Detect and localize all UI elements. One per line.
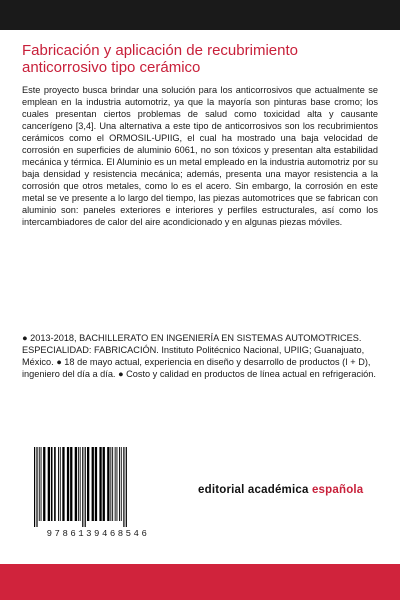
barcode-bar [34,447,35,527]
barcode-bar [41,447,42,521]
book-description: Este proyecto busca brindar una solución para los anticorrosivos que actualmente se emplean en la industria automotriz, ya que la mayoría son pinturas base cromo; los cuales presentan ciertos problemas de salud como toxicidad alta y causante cancerígeno [3,4]. Una alternativa a este tipo de anticorrosivos son los recubrimientos cerámicos como el ORMOSIL-UPIIG, el cual ha mostrado una baja velocidad de corrosión en superficies de aluminio 6061, no son tóxicos y presentan alta estabilidad mecánica y térmica. El Aluminio es un metal empleado en la industria automotriz por su baja densidad y resistencia mecánica; además, presenta una mayor resistencia a la corrosión que otros metales, como lo es el acero. Sin embargo, la corrosión en este metal se ve presente a lo largo del tiempo, las piezas automotrices que se fabrican con aluminio son: paneles exteriores e interiores y perfiles estructurales, así como los intercambiadores de calor del aire acondicionado y en algunas piezas móviles. [22,85,378,227]
barcode-bar [48,447,50,521]
barcode-bar [87,447,89,521]
barcode-bar [43,447,45,521]
barcode-bar [107,447,109,521]
barcode-bar [80,447,81,521]
isbn-barcode [28,447,168,543]
publisher-name-part2: española [311,484,364,496]
barcode-bar [123,447,124,527]
barcode-bar [51,447,53,521]
top-color-bar [0,0,400,30]
book-title: Fabricación y aplicación de recubrimiento anticorrosivo tipo cerámico [22,42,298,76]
barcode-bar [95,447,97,521]
barcode-bar [117,447,118,521]
barcode-bar [75,447,77,521]
barcode-bar [112,447,113,521]
barcode-bar [39,447,40,521]
author-biography: ● 2013-2018, BACHILLERATO EN INGENIERÍA EN SISTEMAS AUTOMOTRICES. ESPECIALIDAD: FABRICACIÓN. Instituto Politécnico Nacional, UPIIG; Guanajuato, México. ● 18 de mayo actual, experiencia en diseño y desarrollo de productos (I + D), ingeniero del día a día. ● Costo y calidad en productos de línea actual en refrigeración. [22,333,376,379]
barcode-bar [58,447,59,521]
isbn-number: 9786139468546 [46,529,150,539]
barcode-bar [62,447,64,521]
publisher-name-part1: editorial académica [198,484,312,496]
barcode-bar [54,447,56,521]
barcode-bar [121,447,122,521]
bottom-color-bar [0,564,400,600]
barcode-bar [92,447,94,521]
barcode-bar [85,447,86,527]
barcode-bar [126,447,127,527]
barcode-bar [82,447,83,527]
barcode-bar [36,447,37,527]
publisher-logo [198,484,363,496]
barcode-bars [28,447,168,527]
barcode-bar [119,447,120,521]
barcode-bar [67,447,69,521]
barcode-bar [115,447,116,521]
barcode-bar [103,447,105,521]
barcode-bar [78,447,79,521]
barcode-bar [60,447,61,521]
barcode-bar [99,447,101,521]
barcode-bar [110,447,111,521]
barcode-bar [70,447,72,521]
